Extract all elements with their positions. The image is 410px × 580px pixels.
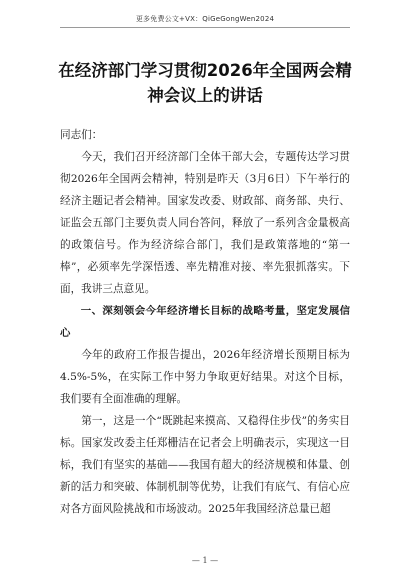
- page-header: 更多免费公文+VX：QiGeGongWen2024: [135, 15, 275, 23]
- document-body: [60, 124, 350, 520]
- body-paragraph: 第一，这是一个“既跳起来摸高、又稳得住步伐”的务实目标。国家发改委主任郑栅洁在记者会上明确表示，实现这一目标，我们有坚实的基础——我国有超大的经济规模和体量、创新的活力和突破、体制机制等优势，让我们有底气、有信心应对各方面风险挑战和市场波动。2025年我国经济总量已超: [60, 415, 350, 515]
- page-number: — 1 —: [191, 556, 219, 565]
- document-title: 在经济部门学习贯彻2026年全国两会精神会议上的讲话: [58, 61, 352, 105]
- greeting: 同志们：: [60, 129, 103, 141]
- body-paragraph: 今年的政府工作报告提出，2026年经济增长预期目标为4.5%-5%，在实际工作中努力争取更好结果。对这个目标，我们要有全面准确的理解。: [60, 349, 350, 405]
- section-heading: 一、深刻领会今年经济增长目标的战略考量，坚定发展信心: [60, 305, 350, 339]
- body-paragraph: 今天，我们召开经济部门全体干部大会，专题传达学习贯彻2026年全国两会精神，特别是昨天（3月6日）下午举行的经济主题记者会精神。国家发改委、财政部、商务部、央行、证监会五部门主要负责人同台答问，释放了一系列含金量极高的政策信号。作为经济综合部门，我们是政策落地的“第一棒”，必须率先学深悟透、率先精准对接、率先狠抓落实。下面，我讲三点意见。: [60, 151, 350, 295]
- header-divider: [60, 27, 350, 28]
